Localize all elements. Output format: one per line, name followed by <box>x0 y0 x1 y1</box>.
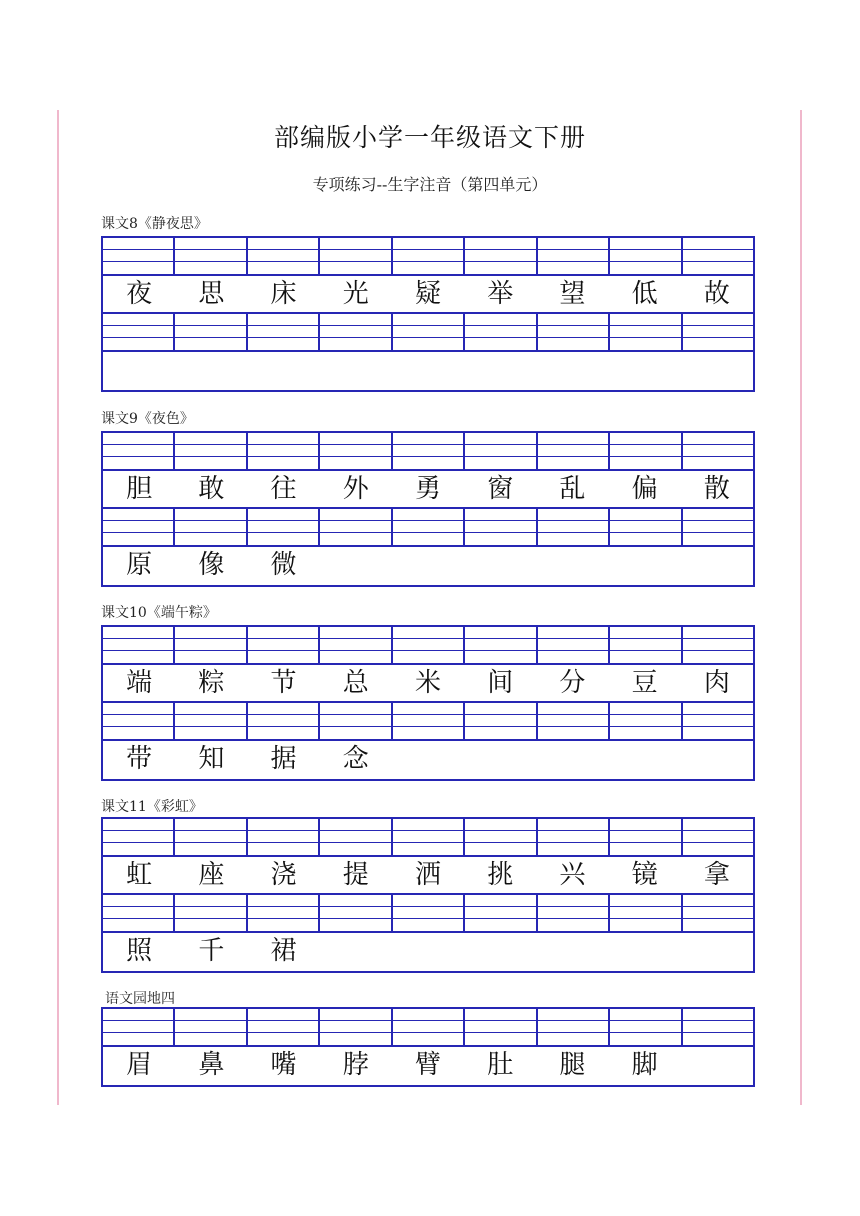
pinyin-cell[interactable] <box>393 819 465 855</box>
pinyin-cell[interactable] <box>103 1009 175 1045</box>
pinyin-cell[interactable] <box>393 627 465 663</box>
hanzi-character: 豆 <box>631 668 658 698</box>
pinyin-cell[interactable] <box>248 819 320 855</box>
pinyin-cell[interactable] <box>465 509 537 545</box>
lesson-label: 课文8《静夜思》 <box>101 216 208 232</box>
pinyin-cell[interactable] <box>538 433 610 469</box>
pinyin-cell[interactable] <box>465 314 537 350</box>
pinyin-cell[interactable] <box>175 1009 247 1045</box>
pinyin-cell[interactable] <box>610 1009 682 1045</box>
lesson-label: 课文9《夜色》 <box>101 411 194 427</box>
pinyin-cell[interactable] <box>610 895 682 931</box>
hanzi-character: 乱 <box>559 474 586 504</box>
pinyin-cell[interactable] <box>538 819 610 855</box>
pinyin-writing-row <box>103 627 753 665</box>
hanzi-character: 镜 <box>631 860 658 890</box>
pinyin-cell[interactable] <box>465 895 537 931</box>
pinyin-cell[interactable] <box>103 819 175 855</box>
hanzi-character: 总 <box>342 668 369 698</box>
pinyin-cell[interactable] <box>538 895 610 931</box>
pinyin-cell[interactable] <box>465 433 537 469</box>
hanzi-character: 挑 <box>487 860 514 890</box>
hanzi-character: 肚 <box>487 1050 514 1080</box>
pinyin-writing-row <box>103 433 753 471</box>
character-row <box>103 1047 753 1085</box>
pinyin-cell[interactable] <box>465 703 537 739</box>
pinyin-cell[interactable] <box>103 433 175 469</box>
pinyin-writing-row <box>103 703 753 741</box>
pinyin-writing-row <box>103 238 753 276</box>
pinyin-practice-grid <box>101 817 755 973</box>
pinyin-cell[interactable] <box>175 433 247 469</box>
character-row <box>103 276 753 314</box>
hanzi-character: 粽 <box>198 668 225 698</box>
hanzi-character <box>464 933 536 971</box>
hanzi-character: 提 <box>342 860 369 890</box>
pinyin-cell[interactable] <box>103 509 175 545</box>
pinyin-cell[interactable] <box>175 627 247 663</box>
hanzi-character <box>247 352 319 390</box>
hanzi-character: 照 <box>126 936 153 966</box>
hanzi-character: 鼻 <box>198 1050 225 1080</box>
pinyin-cell[interactable] <box>538 1009 610 1045</box>
pinyin-cell[interactable] <box>610 703 682 739</box>
lesson-label: 课文11《彩虹》 <box>101 799 203 815</box>
pinyin-cell[interactable] <box>320 238 392 274</box>
pinyin-cell[interactable] <box>320 703 392 739</box>
pinyin-cell[interactable] <box>175 703 247 739</box>
hanzi-character <box>175 352 247 390</box>
pinyin-cell[interactable] <box>393 703 465 739</box>
hanzi-character: 知 <box>198 744 225 774</box>
hanzi-character: 裙 <box>270 936 297 966</box>
pinyin-cell[interactable] <box>610 819 682 855</box>
hanzi-character: 原 <box>126 550 153 580</box>
pinyin-cell[interactable] <box>103 895 175 931</box>
pinyin-writing-row <box>103 509 753 547</box>
pinyin-cell[interactable] <box>248 627 320 663</box>
pinyin-cell[interactable] <box>320 819 392 855</box>
pinyin-cell[interactable] <box>103 627 175 663</box>
pinyin-writing-row <box>103 1009 753 1047</box>
pinyin-writing-row <box>103 819 753 857</box>
hanzi-character <box>103 352 175 390</box>
pinyin-cell[interactable] <box>538 703 610 739</box>
hanzi-character: 故 <box>703 279 730 309</box>
hanzi-character: 座 <box>198 860 225 890</box>
hanzi-character <box>464 547 536 585</box>
hanzi-character <box>681 1047 753 1085</box>
pinyin-cell[interactable] <box>538 627 610 663</box>
hanzi-character: 兴 <box>559 860 586 890</box>
hanzi-character: 端 <box>126 668 153 698</box>
hanzi-character <box>392 352 464 390</box>
margin-line-right <box>800 110 802 1105</box>
hanzi-character <box>320 547 392 585</box>
hanzi-character <box>609 741 681 779</box>
pinyin-practice-grid <box>101 236 755 392</box>
hanzi-character: 臂 <box>414 1050 441 1080</box>
pinyin-cell[interactable] <box>248 238 320 274</box>
hanzi-character: 腿 <box>559 1050 586 1080</box>
hanzi-character: 千 <box>198 936 225 966</box>
hanzi-character: 思 <box>198 279 225 309</box>
pinyin-cell[interactable] <box>393 238 465 274</box>
character-row <box>103 352 753 390</box>
hanzi-character: 眉 <box>126 1050 153 1080</box>
hanzi-character: 敢 <box>198 474 225 504</box>
pinyin-cell[interactable] <box>683 1009 753 1045</box>
pinyin-cell[interactable] <box>393 1009 465 1045</box>
hanzi-character: 像 <box>198 550 225 580</box>
pinyin-cell[interactable] <box>465 238 537 274</box>
pinyin-cell[interactable] <box>175 819 247 855</box>
pinyin-cell[interactable] <box>103 703 175 739</box>
hanzi-character: 嘴 <box>270 1050 297 1080</box>
pinyin-practice-grid <box>101 1007 755 1087</box>
pinyin-cell[interactable] <box>610 433 682 469</box>
pinyin-cell[interactable] <box>393 509 465 545</box>
hanzi-character <box>609 352 681 390</box>
hanzi-character <box>464 741 536 779</box>
pinyin-cell[interactable] <box>683 627 753 663</box>
pinyin-cell[interactable] <box>320 627 392 663</box>
hanzi-character: 脖 <box>342 1050 369 1080</box>
hanzi-character <box>609 933 681 971</box>
pinyin-cell[interactable] <box>248 314 320 350</box>
pinyin-cell[interactable] <box>683 433 753 469</box>
pinyin-cell[interactable] <box>683 238 753 274</box>
hanzi-character <box>609 547 681 585</box>
hanzi-character: 微 <box>270 550 297 580</box>
hanzi-character: 光 <box>342 279 369 309</box>
character-row <box>103 665 753 703</box>
hanzi-character: 勇 <box>414 474 441 504</box>
pinyin-cell[interactable] <box>103 238 175 274</box>
hanzi-character: 偏 <box>631 474 658 504</box>
hanzi-character: 举 <box>487 279 514 309</box>
pinyin-cell[interactable] <box>393 314 465 350</box>
pinyin-cell[interactable] <box>683 314 753 350</box>
pinyin-cell[interactable] <box>610 314 682 350</box>
hanzi-character <box>536 352 608 390</box>
pinyin-cell[interactable] <box>175 509 247 545</box>
page-title: 部编版小学一年级语文下册 <box>273 123 586 152</box>
pinyin-cell[interactable] <box>320 895 392 931</box>
hanzi-character: 胆 <box>126 474 153 504</box>
hanzi-character: 据 <box>270 744 297 774</box>
hanzi-character: 外 <box>342 474 369 504</box>
character-row <box>103 471 753 509</box>
pinyin-cell[interactable] <box>465 627 537 663</box>
pinyin-cell[interactable] <box>538 314 610 350</box>
pinyin-cell[interactable] <box>538 509 610 545</box>
pinyin-cell[interactable] <box>248 1009 320 1045</box>
hanzi-character <box>392 741 464 779</box>
pinyin-cell[interactable] <box>320 509 392 545</box>
character-row <box>103 547 753 585</box>
pinyin-cell[interactable] <box>175 314 247 350</box>
pinyin-cell[interactable] <box>175 895 247 931</box>
pinyin-cell[interactable] <box>320 314 392 350</box>
pinyin-practice-grid <box>101 625 755 781</box>
pinyin-cell[interactable] <box>610 627 682 663</box>
hanzi-character: 夜 <box>126 279 153 309</box>
pinyin-cell[interactable] <box>320 433 392 469</box>
pinyin-cell[interactable] <box>393 895 465 931</box>
margin-line-left <box>57 110 59 1105</box>
pinyin-cell[interactable] <box>175 238 247 274</box>
pinyin-cell[interactable] <box>465 819 537 855</box>
hanzi-character: 床 <box>270 279 297 309</box>
pinyin-cell[interactable] <box>538 238 610 274</box>
hanzi-character: 虹 <box>126 860 153 890</box>
pinyin-cell[interactable] <box>610 238 682 274</box>
hanzi-character: 念 <box>342 744 369 774</box>
pinyin-cell[interactable] <box>248 433 320 469</box>
hanzi-character: 脚 <box>631 1050 658 1080</box>
lesson-label: 课文10《端午粽》 <box>101 605 217 621</box>
hanzi-character: 拿 <box>703 860 730 890</box>
hanzi-character <box>536 547 608 585</box>
hanzi-character <box>392 547 464 585</box>
hanzi-character: 节 <box>270 668 297 698</box>
hanzi-character: 疑 <box>414 279 441 309</box>
hanzi-character: 米 <box>414 668 441 698</box>
hanzi-character <box>320 933 392 971</box>
character-row <box>103 857 753 895</box>
hanzi-character <box>320 352 392 390</box>
pinyin-cell[interactable] <box>320 1009 392 1045</box>
pinyin-cell[interactable] <box>248 895 320 931</box>
page-subtitle: 专项练习--生字注音（第四单元） <box>312 175 548 194</box>
pinyin-writing-row <box>103 895 753 933</box>
hanzi-character: 往 <box>270 474 297 504</box>
hanzi-character: 浇 <box>270 860 297 890</box>
pinyin-cell[interactable] <box>683 703 753 739</box>
hanzi-character <box>681 933 753 971</box>
hanzi-character <box>681 352 753 390</box>
hanzi-character: 带 <box>126 744 153 774</box>
pinyin-cell[interactable] <box>248 509 320 545</box>
hanzi-character <box>464 352 536 390</box>
pinyin-cell[interactable] <box>103 314 175 350</box>
hanzi-character: 分 <box>559 668 586 698</box>
lesson-label: 语文园地四 <box>105 991 175 1007</box>
hanzi-character <box>536 933 608 971</box>
pinyin-cell[interactable] <box>465 1009 537 1045</box>
character-row <box>103 933 753 971</box>
hanzi-character: 低 <box>631 279 658 309</box>
hanzi-character: 散 <box>703 474 730 504</box>
pinyin-practice-grid <box>101 431 755 587</box>
pinyin-writing-row <box>103 314 753 352</box>
hanzi-character <box>536 741 608 779</box>
hanzi-character: 间 <box>487 668 514 698</box>
pinyin-cell[interactable] <box>248 703 320 739</box>
pinyin-cell[interactable] <box>610 509 682 545</box>
pinyin-cell[interactable] <box>683 509 753 545</box>
hanzi-character: 望 <box>559 279 586 309</box>
character-row <box>103 741 753 779</box>
pinyin-cell[interactable] <box>393 433 465 469</box>
hanzi-character: 窗 <box>487 474 514 504</box>
hanzi-character <box>392 933 464 971</box>
hanzi-character <box>681 547 753 585</box>
pinyin-cell[interactable] <box>683 819 753 855</box>
hanzi-character: 洒 <box>414 860 441 890</box>
pinyin-cell[interactable] <box>683 895 753 931</box>
hanzi-character: 肉 <box>703 668 730 698</box>
hanzi-character <box>681 741 753 779</box>
